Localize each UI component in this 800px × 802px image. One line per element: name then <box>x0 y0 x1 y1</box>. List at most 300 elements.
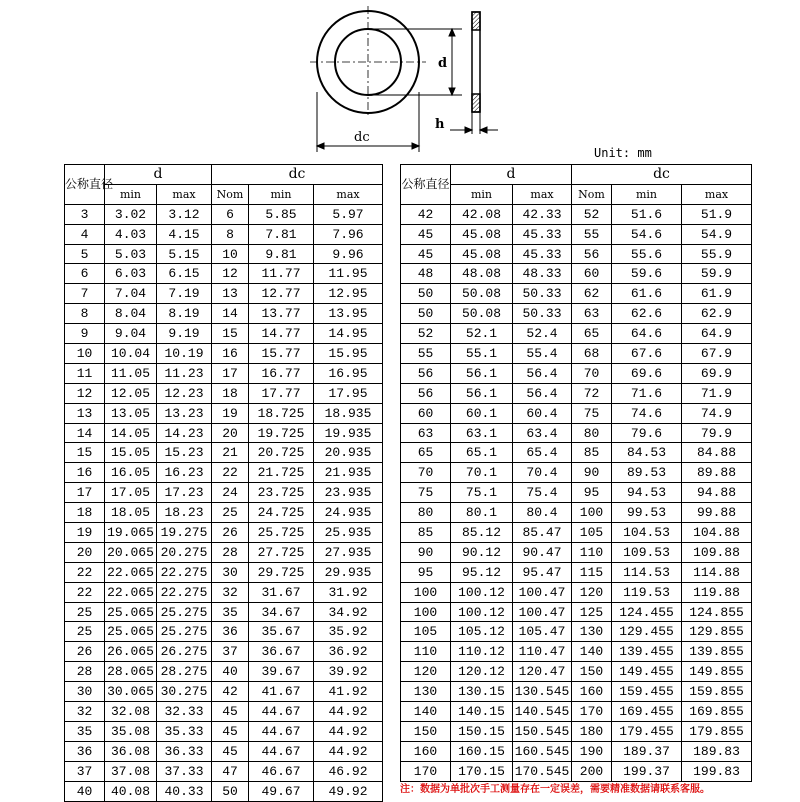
table-cell: 150 <box>401 721 451 741</box>
table-cell: 22.065 <box>105 562 157 582</box>
d-min-header: min <box>105 184 157 204</box>
table-cell: 56.1 <box>451 363 513 383</box>
table-cell: 6 <box>212 204 249 224</box>
table-cell: 9.04 <box>105 324 157 344</box>
table-cell: 67.9 <box>682 344 752 364</box>
table-cell: 35.92 <box>314 622 383 642</box>
table-cell: 52.1 <box>451 324 513 344</box>
table-cell: 15 <box>65 443 105 463</box>
table-cell: 23.725 <box>249 483 314 503</box>
table-cell: 16 <box>65 463 105 483</box>
table-cell: 75 <box>401 483 451 503</box>
table-cell: 51.6 <box>612 204 682 224</box>
table-row <box>65 443 383 463</box>
table-cell: 18 <box>65 503 105 523</box>
table-row <box>65 244 383 264</box>
table-cell: 3.02 <box>105 204 157 224</box>
table-cell: 32 <box>65 702 105 722</box>
table-cell: 75.1 <box>451 483 513 503</box>
table-cell: 18.05 <box>105 503 157 523</box>
table-row <box>65 682 383 702</box>
table-row <box>401 761 752 781</box>
table-cell: 71.6 <box>612 383 682 403</box>
table-cell: 37 <box>212 642 249 662</box>
table-row <box>401 702 752 722</box>
table-cell: 190 <box>572 741 612 761</box>
table-cell: 50 <box>401 304 451 324</box>
table-cell: 20.065 <box>105 542 157 562</box>
table-cell: 16.77 <box>249 363 314 383</box>
table-cell: 70.4 <box>513 463 572 483</box>
table-cell: 45 <box>212 721 249 741</box>
table-row <box>401 483 752 503</box>
dc-label: dc <box>354 130 370 145</box>
table-cell: 4 <box>65 224 105 244</box>
table-cell: 19.065 <box>105 523 157 543</box>
dc-header: dc <box>212 165 383 185</box>
table-cell: 17.05 <box>105 483 157 503</box>
table-cell: 150.15 <box>451 721 513 741</box>
table-row <box>401 383 752 403</box>
table-row <box>65 642 383 662</box>
d-max-header: max <box>513 184 572 204</box>
table-cell: 19 <box>65 523 105 543</box>
table-row <box>401 204 752 224</box>
table-cell: 32 <box>212 582 249 602</box>
table-cell: 40.08 <box>105 781 157 801</box>
table-cell: 27.725 <box>249 542 314 562</box>
table-cell: 7.96 <box>314 224 383 244</box>
table-cell: 45.33 <box>513 224 572 244</box>
table-cell: 74.6 <box>612 403 682 423</box>
measurement-note: 注：数据为单批次手工测量存在一定误差，需要精准数据请联系客服。 <box>400 784 710 795</box>
table-cell: 30 <box>212 562 249 582</box>
table-cell: 62 <box>572 284 612 304</box>
table-cell: 99.53 <box>612 503 682 523</box>
table-cell: 31.92 <box>314 582 383 602</box>
table-cell: 94.53 <box>612 483 682 503</box>
washer-side-view <box>472 12 480 112</box>
table-cell: 8 <box>212 224 249 244</box>
table-cell: 5.85 <box>249 204 314 224</box>
table-cell: 22.275 <box>157 582 212 602</box>
table-cell: 105 <box>401 622 451 642</box>
d-max-header: max <box>157 184 212 204</box>
table-cell: 100.12 <box>451 602 513 622</box>
table-row <box>65 264 383 284</box>
table-cell: 21.725 <box>249 463 314 483</box>
table-cell: 56 <box>572 244 612 264</box>
table-cell: 14.95 <box>314 324 383 344</box>
table-cell: 9 <box>65 324 105 344</box>
table-cell: 50.08 <box>451 284 513 304</box>
table-cell: 159.455 <box>612 682 682 702</box>
table-cell: 20.275 <box>157 542 212 562</box>
table-cell: 95.47 <box>513 562 572 582</box>
table-cell: 95 <box>401 562 451 582</box>
table-cell: 55.6 <box>612 244 682 264</box>
table-cell: 12.95 <box>314 284 383 304</box>
table-cell: 62.9 <box>682 304 752 324</box>
table-cell: 50 <box>212 781 249 801</box>
table-cell: 14.05 <box>105 423 157 443</box>
table-cell: 40 <box>212 662 249 682</box>
table-cell: 17.23 <box>157 483 212 503</box>
table-cell: 8.04 <box>105 304 157 324</box>
table-row <box>65 423 383 443</box>
table-cell: 160 <box>572 682 612 702</box>
table-cell: 7 <box>65 284 105 304</box>
table-row <box>65 503 383 523</box>
table-cell: 149.455 <box>612 662 682 682</box>
table-cell: 24.725 <box>249 503 314 523</box>
table-cell: 56.4 <box>513 363 572 383</box>
table-cell: 67.6 <box>612 344 682 364</box>
table-cell: 100 <box>401 582 451 602</box>
unit-label: Unit: mm <box>594 146 652 160</box>
table-cell: 28 <box>65 662 105 682</box>
table-cell: 140.15 <box>451 702 513 722</box>
table-cell: 55 <box>572 224 612 244</box>
table-row <box>65 582 383 602</box>
table-cell: 170 <box>401 761 451 781</box>
table-cell: 7.81 <box>249 224 314 244</box>
table-cell: 45 <box>212 741 249 761</box>
table-cell: 54.6 <box>612 224 682 244</box>
table-row <box>401 721 752 741</box>
table-cell: 14 <box>212 304 249 324</box>
table-cell: 39.67 <box>249 662 314 682</box>
table-cell: 7.19 <box>157 284 212 304</box>
table-cell: 19.725 <box>249 423 314 443</box>
table-row <box>401 423 752 443</box>
table-cell: 35.33 <box>157 721 212 741</box>
table-cell: 56 <box>401 383 451 403</box>
table-cell: 35.08 <box>105 721 157 741</box>
table-cell: 65 <box>401 443 451 463</box>
table-cell: 9.81 <box>249 244 314 264</box>
table-cell: 15.05 <box>105 443 157 463</box>
table-cell: 59.6 <box>612 264 682 284</box>
table-cell: 124.855 <box>682 602 752 622</box>
table-cell: 114.53 <box>612 562 682 582</box>
h-dimension <box>450 112 498 134</box>
table-row <box>65 662 383 682</box>
table-cell: 7.04 <box>105 284 157 304</box>
table-cell: 24.935 <box>314 503 383 523</box>
table-cell: 16.95 <box>314 363 383 383</box>
table-cell: 25 <box>212 503 249 523</box>
table-cell: 14 <box>65 423 105 443</box>
table-cell: 18.935 <box>314 403 383 423</box>
table-row <box>65 304 383 324</box>
table-cell: 17.77 <box>249 383 314 403</box>
table-cell: 12.77 <box>249 284 314 304</box>
table-row <box>401 284 752 304</box>
table-cell: 49.67 <box>249 781 314 801</box>
table-cell: 15.77 <box>249 344 314 364</box>
table-row <box>401 363 752 383</box>
dc-header: dc <box>572 165 752 185</box>
table-cell: 49.92 <box>314 781 383 801</box>
table-row <box>65 781 383 801</box>
table-cell: 14.23 <box>157 423 212 443</box>
table-cell: 120 <box>572 582 612 602</box>
table-cell: 120.12 <box>451 662 513 682</box>
table-cell: 10.19 <box>157 344 212 364</box>
table-cell: 63.1 <box>451 423 513 443</box>
table-row <box>65 344 383 364</box>
table-cell: 22.275 <box>157 562 212 582</box>
table-cell: 56 <box>401 363 451 383</box>
table-row <box>401 244 752 264</box>
table-cell: 70.1 <box>451 463 513 483</box>
table-cell: 25.065 <box>105 602 157 622</box>
table-cell: 12.05 <box>105 383 157 403</box>
table-cell: 72 <box>572 383 612 403</box>
table-cell: 110.47 <box>513 642 572 662</box>
table-cell: 20.725 <box>249 443 314 463</box>
table-cell: 36.67 <box>249 642 314 662</box>
table-cell: 42.08 <box>451 204 513 224</box>
table-cell: 14.77 <box>249 324 314 344</box>
table-cell: 90.47 <box>513 542 572 562</box>
table-cell: 11.23 <box>157 363 212 383</box>
table-cell: 25.725 <box>249 523 314 543</box>
table-cell: 12 <box>65 383 105 403</box>
table-cell: 75.4 <box>513 483 572 503</box>
table-cell: 54.9 <box>682 224 752 244</box>
dc-min-header: min <box>612 184 682 204</box>
table-cell: 9.19 <box>157 324 212 344</box>
d-header: d <box>105 165 212 185</box>
table-cell: 44.67 <box>249 721 314 741</box>
right-spec-table <box>400 164 752 782</box>
table-cell: 115 <box>572 562 612 582</box>
table-cell: 75 <box>572 403 612 423</box>
table-cell: 130.15 <box>451 682 513 702</box>
table-cell: 90 <box>401 542 451 562</box>
dc-max-header: max <box>682 184 752 204</box>
table-cell: 94.88 <box>682 483 752 503</box>
table-cell: 80.4 <box>513 503 572 523</box>
table-cell: 21.935 <box>314 463 383 483</box>
table-cell: 25.275 <box>157 622 212 642</box>
table-cell: 42.33 <box>513 204 572 224</box>
table-cell: 104.53 <box>612 523 682 543</box>
h-label: h <box>435 117 445 132</box>
table-cell: 32.08 <box>105 702 157 722</box>
table-cell: 130 <box>572 622 612 642</box>
table-cell: 160.15 <box>451 741 513 761</box>
table-cell: 60.1 <box>451 403 513 423</box>
table-cell: 41.67 <box>249 682 314 702</box>
table-cell: 169.455 <box>612 702 682 722</box>
dc-min-header: min <box>249 184 314 204</box>
table-cell: 69.9 <box>682 363 752 383</box>
table-cell: 45 <box>212 702 249 722</box>
table-row <box>401 503 752 523</box>
table-row <box>401 523 752 543</box>
table-row <box>65 741 383 761</box>
table-cell: 105 <box>572 523 612 543</box>
table-cell: 6.03 <box>105 264 157 284</box>
table-cell: 45.33 <box>513 244 572 264</box>
table-cell: 85.47 <box>513 523 572 543</box>
table-cell: 159.855 <box>682 682 752 702</box>
table-cell: 17 <box>212 363 249 383</box>
table-cell: 37.33 <box>157 761 212 781</box>
table-cell: 15.95 <box>314 344 383 364</box>
table-cell: 85 <box>572 443 612 463</box>
table-cell: 50 <box>401 284 451 304</box>
table-cell: 179.855 <box>682 721 752 741</box>
table-row <box>401 622 752 642</box>
table-row <box>65 622 383 642</box>
table-cell: 11 <box>65 363 105 383</box>
table-cell: 11.77 <box>249 264 314 284</box>
table-cell: 3.12 <box>157 204 212 224</box>
table-cell: 51.9 <box>682 204 752 224</box>
table-cell: 28.065 <box>105 662 157 682</box>
table-cell: 59.9 <box>682 264 752 284</box>
table-cell: 63.4 <box>513 423 572 443</box>
table-cell: 18.23 <box>157 503 212 523</box>
table-cell: 9.96 <box>314 244 383 264</box>
table-cell: 50.08 <box>451 304 513 324</box>
table-cell: 104.88 <box>682 523 752 543</box>
d-header: d <box>451 165 572 185</box>
table-cell: 48.33 <box>513 264 572 284</box>
table-row <box>65 224 383 244</box>
table-cell: 5 <box>65 244 105 264</box>
table-cell: 5.03 <box>105 244 157 264</box>
table-cell: 90 <box>572 463 612 483</box>
table-row <box>401 741 752 761</box>
table-cell: 52 <box>572 204 612 224</box>
table-cell: 29.725 <box>249 562 314 582</box>
table-cell: 37 <box>65 761 105 781</box>
table-row <box>401 344 752 364</box>
table-cell: 110 <box>401 642 451 662</box>
table-cell: 10 <box>65 344 105 364</box>
table-cell: 13.95 <box>314 304 383 324</box>
table-cell: 119.53 <box>612 582 682 602</box>
table-row <box>65 523 383 543</box>
table-cell: 40 <box>65 781 105 801</box>
table-cell: 30.065 <box>105 682 157 702</box>
table-cell: 15 <box>212 324 249 344</box>
table-cell: 52.4 <box>513 324 572 344</box>
table-cell: 26 <box>212 523 249 543</box>
table-cell: 130 <box>401 682 451 702</box>
table-cell: 100 <box>572 503 612 523</box>
table-cell: 124.455 <box>612 602 682 622</box>
table-row <box>401 542 752 562</box>
table-cell: 4.15 <box>157 224 212 244</box>
table-cell: 19.275 <box>157 523 212 543</box>
table-cell: 170.545 <box>513 761 572 781</box>
table-cell: 25.935 <box>314 523 383 543</box>
table-cell: 63 <box>401 423 451 443</box>
table-cell: 41.92 <box>314 682 383 702</box>
table-cell: 95 <box>572 483 612 503</box>
table-cell: 25 <box>65 602 105 622</box>
table-cell: 44.67 <box>249 702 314 722</box>
washer-diagram <box>0 0 800 160</box>
table-cell: 35 <box>212 602 249 622</box>
table-row <box>65 363 383 383</box>
table-cell: 44.92 <box>314 741 383 761</box>
table-cell: 169.855 <box>682 702 752 722</box>
table-row <box>401 264 752 284</box>
table-cell: 160.545 <box>513 741 572 761</box>
table-cell: 39.92 <box>314 662 383 682</box>
table-cell: 35 <box>65 721 105 741</box>
table-cell: 71.9 <box>682 383 752 403</box>
table-cell: 45.08 <box>451 244 513 264</box>
table-cell: 55.9 <box>682 244 752 264</box>
table-cell: 52 <box>401 324 451 344</box>
table-row <box>65 284 383 304</box>
table-cell: 50.33 <box>513 284 572 304</box>
table-cell: 20 <box>212 423 249 443</box>
table-cell: 44.92 <box>314 702 383 722</box>
table-row <box>401 463 752 483</box>
table-cell: 80 <box>572 423 612 443</box>
table-cell: 16 <box>212 344 249 364</box>
table-cell: 46.92 <box>314 761 383 781</box>
nominal-header: 公称直径 <box>65 165 105 205</box>
table-row <box>401 582 752 602</box>
table-cell: 13 <box>65 403 105 423</box>
table-cell: 45 <box>401 224 451 244</box>
table-cell: 70 <box>401 463 451 483</box>
table-cell: 10.04 <box>105 344 157 364</box>
table-cell: 34.92 <box>314 602 383 622</box>
table-cell: 55.4 <box>513 344 572 364</box>
table-cell: 60 <box>401 403 451 423</box>
table-cell: 109.53 <box>612 542 682 562</box>
table-row <box>401 224 752 244</box>
table-cell: 85.12 <box>451 523 513 543</box>
table-cell: 63 <box>572 304 612 324</box>
table-row <box>401 562 752 582</box>
left-spec-table <box>64 164 383 802</box>
table-cell: 180 <box>572 721 612 741</box>
table-cell: 36.08 <box>105 741 157 761</box>
table-cell: 11.05 <box>105 363 157 383</box>
table-cell: 11.95 <box>314 264 383 284</box>
table-cell: 85 <box>401 523 451 543</box>
table-cell: 179.455 <box>612 721 682 741</box>
table-cell: 105.12 <box>451 622 513 642</box>
table-cell: 129.855 <box>682 622 752 642</box>
table-cell: 34.67 <box>249 602 314 622</box>
table-cell: 46.67 <box>249 761 314 781</box>
table-cell: 12.23 <box>157 383 212 403</box>
table-cell: 114.88 <box>682 562 752 582</box>
table-cell: 84.53 <box>612 443 682 463</box>
table-cell: 139.855 <box>682 642 752 662</box>
table-cell: 139.455 <box>612 642 682 662</box>
table-cell: 140 <box>572 642 612 662</box>
center-lines <box>310 6 426 118</box>
table-cell: 89.53 <box>612 463 682 483</box>
table-cell: 110 <box>572 542 612 562</box>
table-cell: 37.08 <box>105 761 157 781</box>
table-cell: 189.37 <box>612 741 682 761</box>
